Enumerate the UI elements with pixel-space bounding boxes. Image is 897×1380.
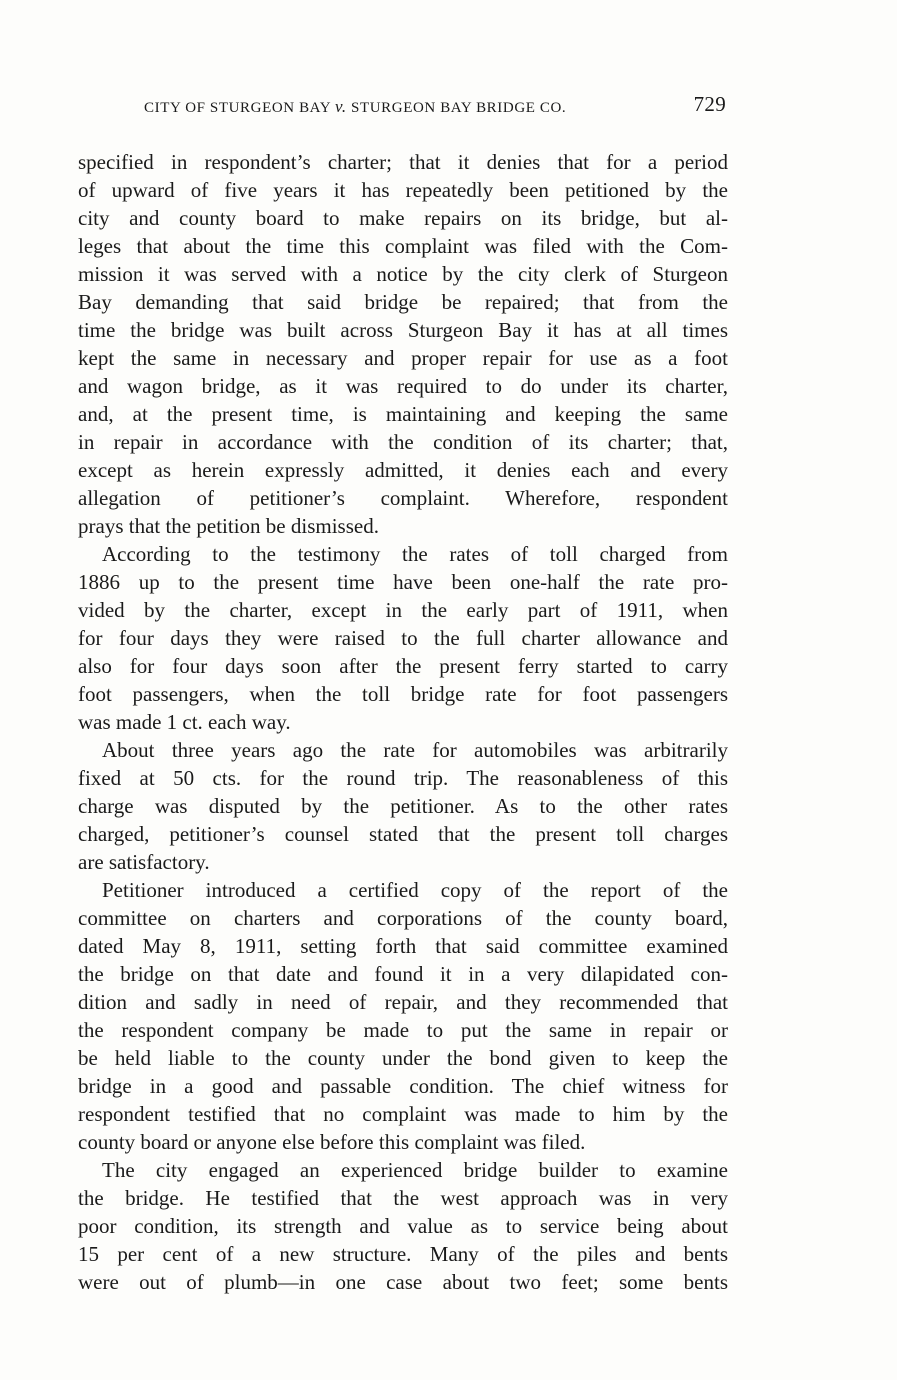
text-line: According to the testimony the rates of toll charged from <box>102 542 728 566</box>
running-header <box>78 92 728 122</box>
text-line: poor condition, its strength and value as to service being about <box>78 1214 728 1238</box>
paragraph <box>78 876 728 1156</box>
text-line: of upward of five years it has repeatedly been petitioned by the <box>78 178 728 202</box>
text-line: bridge in a good and passable condition. The chief witness for <box>78 1074 728 1098</box>
paragraph <box>78 736 728 876</box>
text-line: also for four days soon after the present ferry started to carry <box>78 654 728 678</box>
running-title-part-2: STURGEON BAY BRIDGE CO. <box>346 100 567 116</box>
text-line: fixed at 50 cts. for the round trip. The reasonableness of this <box>78 766 728 790</box>
text-line: were out of plumb—in one case about two feet; some bents <box>78 1270 728 1294</box>
text-line: allegation of petitioner’s complaint. Wherefore, respondent <box>78 486 728 510</box>
text-line: Petitioner introduced a certified copy of the report of the <box>102 878 728 902</box>
text-line: charge was disputed by the petitioner. As to the other rates <box>78 794 728 818</box>
page-number: 729 <box>693 92 726 116</box>
running-title <box>144 97 566 117</box>
running-title-versus: v. <box>334 97 347 116</box>
text-line: for four days they were raised to the full charter allowance and <box>78 626 728 650</box>
text-line: dition and sadly in need of repair, and they recommended that <box>78 990 728 1014</box>
running-title-part-1: CITY OF STURGEON BAY <box>144 100 335 116</box>
text-line: the bridge on that date and found it in a very dilapidated con- <box>78 962 728 986</box>
text-line: charged, petitioner’s counsel stated that the present toll charges <box>78 822 728 846</box>
text-line: 1886 up to the present time have been one-half the rate pro- <box>78 570 728 594</box>
text-line: and, at the present time, is maintaining and keeping the same <box>78 402 728 426</box>
text-line: the bridge. He testified that the west approach was in very <box>78 1186 728 1210</box>
text-line: About three years ago the rate for automobiles was arbitrarily <box>102 738 728 762</box>
text-line: the respondent company be made to put the same in repair or <box>78 1018 728 1042</box>
paragraph <box>78 1156 728 1296</box>
text-line: respondent testified that no complaint was made to him by the <box>78 1102 728 1126</box>
text-line: county board or anyone else before this complaint was filed. <box>78 1130 586 1154</box>
text-line: specified in respondent’s charter; that it denies that for a period <box>78 150 728 174</box>
text-line: be held liable to the county under the bond given to keep the <box>78 1046 728 1070</box>
text-line: city and county board to make repairs on its bridge, but al- <box>78 206 728 230</box>
text-line: except as herein expressly admitted, it denies each and every <box>78 458 728 482</box>
text-line: The city engaged an experienced bridge builder to examine <box>102 1158 728 1182</box>
text-line: leges that about the time this complaint was filed with the Com- <box>78 234 728 258</box>
text-line: prays that the petition be dismissed. <box>78 514 379 538</box>
text-line: mission it was served with a notice by the city clerk of Sturgeon <box>78 262 728 286</box>
text-line: foot passengers, when the toll bridge rate for foot passengers <box>78 682 728 706</box>
paragraph <box>78 148 728 540</box>
text-line: kept the same in necessary and proper repair for use as a foot <box>78 346 728 370</box>
text-line: vided by the charter, except in the early part of 1911, when <box>78 598 728 622</box>
text-line: and wagon bridge, as it was required to do under its charter, <box>78 374 728 398</box>
text-line: 15 per cent of a new structure. Many of the piles and bents <box>78 1242 728 1266</box>
text-line: dated May 8, 1911, setting forth that said committee examined <box>78 934 728 958</box>
body-text <box>78 148 728 1296</box>
text-line: committee on charters and corporations of the county board, <box>78 906 728 930</box>
text-line: in repair in accordance with the condition of its charter; that, <box>78 430 728 454</box>
paragraph <box>78 540 728 736</box>
text-line: time the bridge was built across Sturgeon Bay it has at all times <box>78 318 728 342</box>
text-line: are satisfactory. <box>78 850 210 874</box>
text-line: Bay demanding that said bridge be repaired; that from the <box>78 290 728 314</box>
text-line: was made 1 ct. each way. <box>78 710 291 734</box>
